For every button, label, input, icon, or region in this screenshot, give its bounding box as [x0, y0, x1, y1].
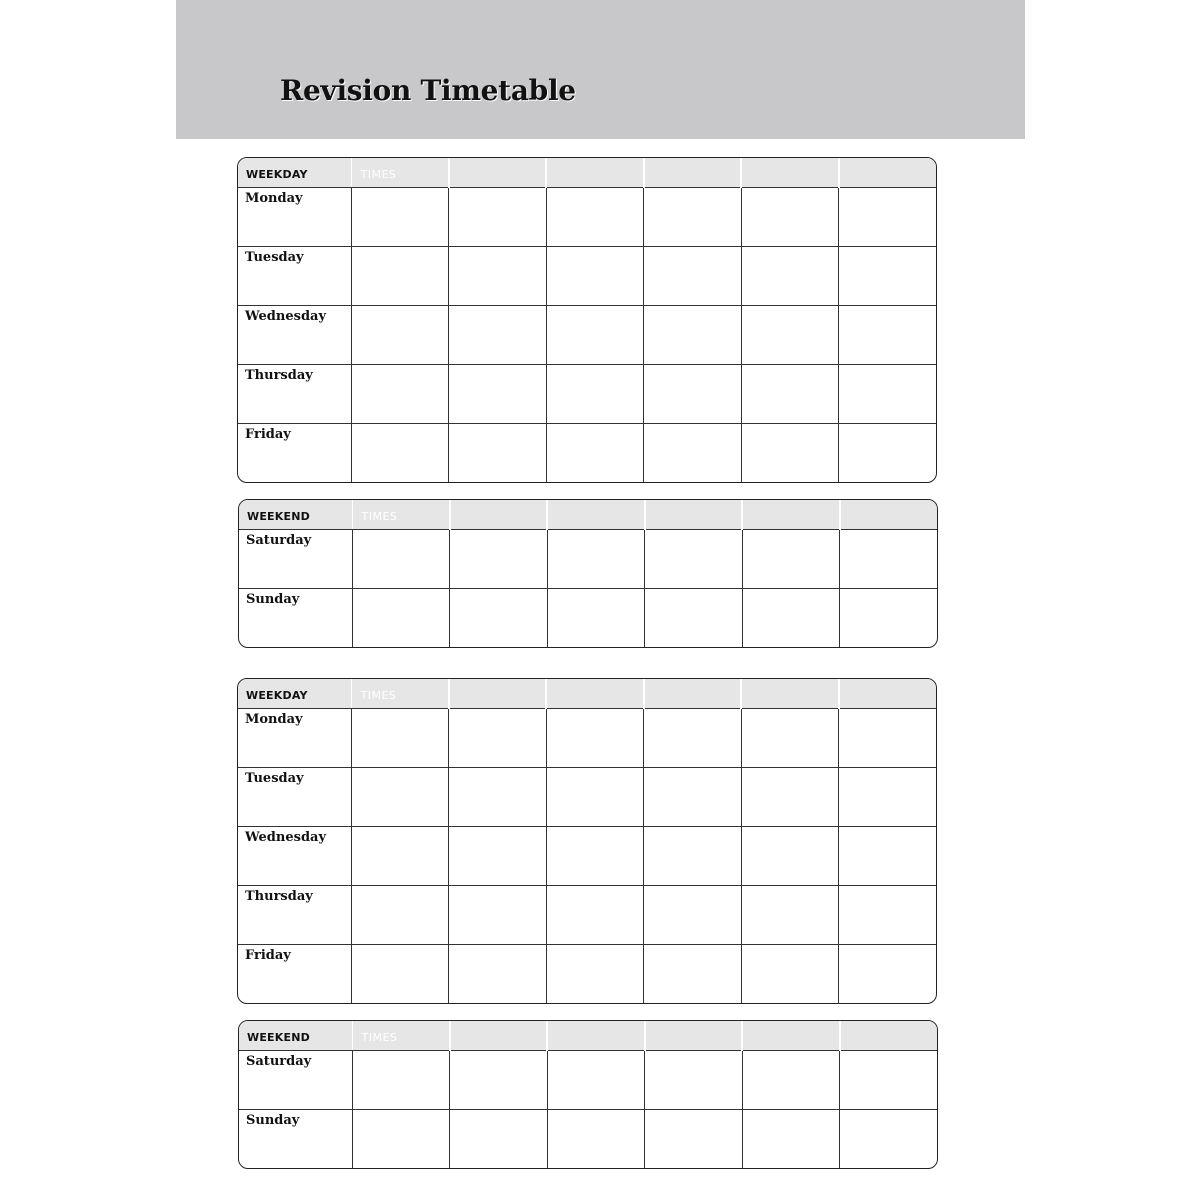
timetable-cell[interactable] [839, 423, 937, 482]
timetable-cell[interactable] [741, 767, 839, 826]
timetable-cell[interactable] [546, 364, 644, 423]
time-slot-header[interactable] [547, 500, 645, 529]
timetable-cell[interactable] [742, 1050, 840, 1109]
timetable-cell[interactable] [741, 944, 839, 1003]
timetable-cell[interactable] [450, 1109, 548, 1168]
timetable-cell[interactable] [840, 1109, 938, 1168]
day-row-wednesday [238, 826, 936, 885]
time-slot-header[interactable] [450, 500, 548, 529]
day-label: Tuesday [245, 770, 304, 786]
timetable-cell[interactable] [449, 187, 547, 246]
day-row-saturday [239, 529, 937, 588]
timetable-cell[interactable] [546, 767, 644, 826]
weekend-table-1 [238, 499, 938, 648]
timetable-cell[interactable] [351, 708, 449, 767]
day-label-cell [238, 187, 351, 246]
timetable-cell[interactable] [839, 826, 937, 885]
day-label: Tuesday [245, 249, 304, 265]
timetable-cell[interactable] [546, 423, 644, 482]
timetable-cell[interactable] [546, 305, 644, 364]
timetable-cell[interactable] [449, 423, 547, 482]
timetable-cell[interactable] [449, 305, 547, 364]
timetable-cell[interactable] [645, 588, 743, 647]
timetable-cell[interactable] [352, 1050, 450, 1109]
timetable-cell[interactable] [450, 529, 548, 588]
day-row-monday [238, 708, 936, 767]
day-label-cell [238, 826, 351, 885]
timetable-cell[interactable] [741, 885, 839, 944]
timetable-cell[interactable] [741, 246, 839, 305]
weekend-header-cell [239, 500, 352, 529]
table-header-row [238, 679, 936, 708]
timetable-cell[interactable] [741, 826, 839, 885]
weekday-table-2 [237, 678, 937, 1004]
time-slot-header[interactable] [546, 679, 644, 708]
header-band [176, 0, 1025, 139]
timetable-cell[interactable] [840, 1050, 938, 1109]
timetable-cell[interactable] [644, 767, 742, 826]
times-header-cell [352, 500, 450, 529]
timetable-cell[interactable] [351, 944, 449, 1003]
weekend-table-2 [238, 1020, 938, 1169]
timetable-cell[interactable] [352, 1109, 450, 1168]
page-title: Revision Timetable [280, 74, 576, 107]
time-slot-header[interactable] [742, 1021, 840, 1050]
timetable-cell[interactable] [742, 588, 840, 647]
timetable-cell[interactable] [351, 187, 449, 246]
day-label: Thursday [245, 888, 313, 904]
weekday-header-label: WEEKDAY [246, 167, 308, 181]
time-slot-header[interactable] [449, 679, 547, 708]
table-header-row [238, 158, 936, 187]
times-header-label: TIMES [361, 509, 398, 523]
day-row-sunday [239, 1109, 937, 1168]
time-slot-header[interactable] [449, 158, 547, 187]
weekday-header-cell [238, 679, 351, 708]
times-header-cell [352, 1021, 450, 1050]
timetable-cell[interactable] [546, 944, 644, 1003]
timetable-cell[interactable] [741, 364, 839, 423]
timetable-cell[interactable] [839, 767, 937, 826]
timetable-cell[interactable] [644, 944, 742, 1003]
day-label: Monday [245, 190, 303, 206]
weekday-header-cell [238, 158, 351, 187]
timetable-cell[interactable] [644, 708, 742, 767]
time-slot-header[interactable] [840, 500, 938, 529]
timetable-cell[interactable] [839, 885, 937, 944]
day-row-tuesday [238, 767, 936, 826]
timetable-cell[interactable] [840, 588, 938, 647]
times-header-label: TIMES [360, 688, 397, 702]
day-row-thursday [238, 885, 936, 944]
time-slot-header[interactable] [644, 679, 742, 708]
day-label: Sunday [246, 591, 300, 607]
timetable-cell[interactable] [546, 708, 644, 767]
times-header-label: TIMES [360, 167, 397, 181]
timetable-cell[interactable] [449, 246, 547, 305]
timetable-cell[interactable] [351, 364, 449, 423]
day-label-cell [238, 423, 351, 482]
time-slot-header[interactable] [741, 679, 839, 708]
timetable-cell[interactable] [644, 826, 742, 885]
table-header-row [239, 500, 937, 529]
weekday-header-label: WEEKDAY [246, 688, 308, 702]
timetable-cell[interactable] [839, 305, 937, 364]
timetable-cell[interactable] [450, 588, 548, 647]
timetable-cell[interactable] [449, 364, 547, 423]
day-label-cell [238, 708, 351, 767]
day-label: Saturday [246, 532, 312, 548]
timetable-cell[interactable] [546, 885, 644, 944]
timetable-cell[interactable] [644, 885, 742, 944]
day-row-wednesday [238, 305, 936, 364]
day-label: Friday [245, 426, 291, 442]
timetable-cell[interactable] [351, 246, 449, 305]
day-label-cell [239, 1050, 352, 1109]
day-label: Thursday [245, 367, 313, 383]
times-header-label: TIMES [361, 1030, 398, 1044]
weekend-header-cell [239, 1021, 352, 1050]
weekend-header-label: WEEKEND [247, 509, 310, 523]
time-slot-header[interactable] [839, 158, 937, 187]
day-row-saturday [239, 1050, 937, 1109]
day-label: Wednesday [245, 829, 327, 845]
day-row-monday [238, 187, 936, 246]
timetable-cell[interactable] [449, 767, 547, 826]
timetable-cell[interactable] [839, 187, 937, 246]
day-label-cell [239, 529, 352, 588]
timetable-cell[interactable] [547, 529, 645, 588]
timetable-cell[interactable] [351, 423, 449, 482]
timetable-cell[interactable] [644, 423, 742, 482]
day-row-friday [238, 944, 936, 1003]
time-slot-header[interactable] [547, 1021, 645, 1050]
timetable-cell[interactable] [645, 529, 743, 588]
day-label-cell [238, 364, 351, 423]
timetable-cell[interactable] [741, 708, 839, 767]
timetable-page [176, 0, 1025, 1200]
day-label-cell [238, 767, 351, 826]
timetable-cell[interactable] [546, 826, 644, 885]
day-label: Wednesday [245, 308, 327, 324]
day-label-cell [238, 246, 351, 305]
timetable-cell[interactable] [645, 1109, 743, 1168]
timetable-cell[interactable] [839, 246, 937, 305]
table-header-row [239, 1021, 937, 1050]
day-row-thursday [238, 364, 936, 423]
weekend-header-label: WEEKEND [247, 1030, 310, 1044]
timetable-cell[interactable] [449, 885, 547, 944]
timetable-cell[interactable] [741, 187, 839, 246]
timetable-cell[interactable] [644, 187, 742, 246]
timetable-cell[interactable] [547, 1050, 645, 1109]
day-label: Monday [245, 711, 303, 727]
day-row-friday [238, 423, 936, 482]
timetable-cell[interactable] [741, 423, 839, 482]
time-slot-header[interactable] [741, 158, 839, 187]
day-label-cell [239, 588, 352, 647]
time-slot-header[interactable] [645, 1021, 743, 1050]
day-label-cell [238, 944, 351, 1003]
timetable-cell[interactable] [352, 529, 450, 588]
timetable-cell[interactable] [742, 529, 840, 588]
timetable-cell[interactable] [352, 588, 450, 647]
timetable-cell[interactable] [644, 246, 742, 305]
timetable-cell[interactable] [546, 187, 644, 246]
day-label-cell [238, 885, 351, 944]
timetable-cell[interactable] [644, 364, 742, 423]
timetable-cell[interactable] [351, 885, 449, 944]
timetable-cell[interactable] [547, 1109, 645, 1168]
day-label: Friday [245, 947, 291, 963]
weekday-table-1 [237, 157, 937, 483]
timetable-cell[interactable] [449, 826, 547, 885]
time-slot-header[interactable] [742, 500, 840, 529]
timetable-cell[interactable] [644, 305, 742, 364]
timetable-cell[interactable] [351, 826, 449, 885]
timetable-cell[interactable] [839, 364, 937, 423]
day-row-tuesday [238, 246, 936, 305]
timetable-cell[interactable] [351, 305, 449, 364]
day-label: Saturday [246, 1053, 312, 1069]
timetable-cell[interactable] [741, 305, 839, 364]
timetable-cell[interactable] [546, 246, 644, 305]
timetable-cell[interactable] [839, 708, 937, 767]
time-slot-header[interactable] [645, 500, 743, 529]
timetable-cell[interactable] [449, 944, 547, 1003]
times-header-cell [351, 158, 449, 187]
timetable-cell[interactable] [450, 1050, 548, 1109]
timetable-cell[interactable] [839, 944, 937, 1003]
timetable-cell[interactable] [547, 588, 645, 647]
timetable-cell[interactable] [645, 1050, 743, 1109]
timetable-cell[interactable] [742, 1109, 840, 1168]
day-row-sunday [239, 588, 937, 647]
time-slot-header[interactable] [644, 158, 742, 187]
time-slot-header[interactable] [546, 158, 644, 187]
day-label-cell [238, 305, 351, 364]
timetable-cell[interactable] [351, 767, 449, 826]
day-label: Sunday [246, 1112, 300, 1128]
time-slot-header[interactable] [839, 679, 937, 708]
timetable-cell[interactable] [449, 708, 547, 767]
time-slot-header[interactable] [450, 1021, 548, 1050]
day-label-cell [239, 1109, 352, 1168]
times-header-cell [351, 679, 449, 708]
time-slot-header[interactable] [840, 1021, 938, 1050]
timetable-cell[interactable] [840, 529, 938, 588]
